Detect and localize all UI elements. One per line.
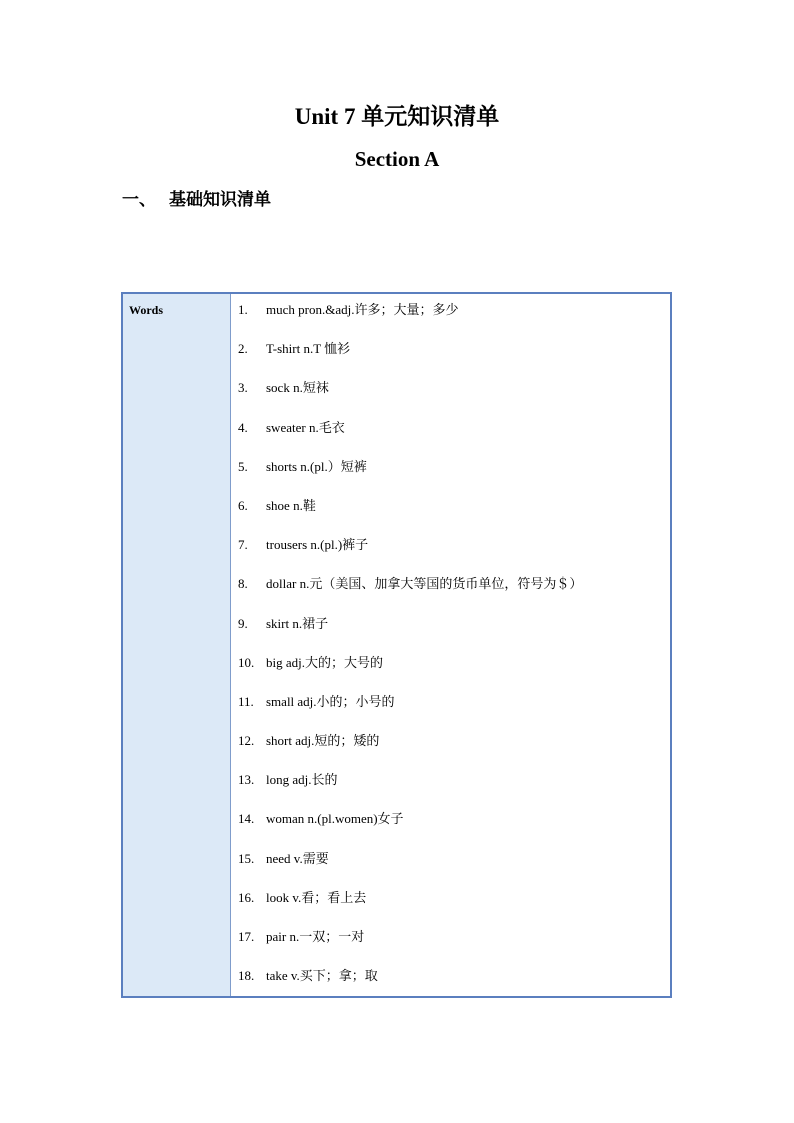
- list-item: [231, 496, 670, 535]
- list-item: [231, 927, 670, 966]
- section-heading: [122, 187, 271, 213]
- list-item: [231, 809, 670, 848]
- item-text: long adj.长的: [266, 772, 338, 788]
- item-number: 4.: [238, 419, 248, 435]
- words-label: Words: [129, 303, 164, 317]
- item-text: big adj.大的；大号的: [266, 654, 383, 670]
- words-table: [121, 292, 672, 998]
- list-item: [231, 731, 670, 770]
- list-item: [231, 535, 670, 574]
- item-text: skirt n.裙子: [266, 615, 329, 631]
- heading-text: 基础知识清单: [169, 190, 271, 210]
- item-number: 15.: [238, 850, 255, 866]
- item-number: 12.: [238, 733, 255, 749]
- list-item: [231, 966, 670, 1005]
- item-number: 1.: [238, 302, 248, 317]
- item-text: take v.买下；拿；取: [266, 968, 378, 984]
- item-number: 14.: [238, 811, 255, 827]
- item-text: shorts n.(pl.）短裤: [266, 458, 367, 474]
- item-text: short adj.短的；矮的: [266, 733, 380, 749]
- list-item: [231, 418, 670, 457]
- item-text: need v.需要: [266, 850, 329, 866]
- item-number: 6.: [238, 497, 248, 513]
- item-number: 5.: [238, 458, 248, 474]
- page-title: Unit 7 单元知识清单: [294, 104, 500, 129]
- words-label-cell: [123, 294, 231, 996]
- list-item: [231, 574, 670, 613]
- item-text: trousers n.(pl.)裤子: [266, 537, 369, 553]
- item-text: sock n.短袜: [266, 380, 329, 396]
- item-text: shoe n.鞋: [266, 497, 316, 513]
- list-item: [231, 849, 670, 888]
- list-item: [231, 339, 670, 378]
- item-number: 16.: [238, 889, 255, 905]
- list-item: [231, 457, 670, 496]
- item-number: 9.: [238, 615, 248, 631]
- item-number: 13.: [238, 772, 255, 788]
- item-number: 2.: [238, 341, 248, 357]
- item-number: 18.: [238, 968, 255, 984]
- item-text: much pron.&adj.许多；大量；多少: [266, 302, 459, 317]
- item-number: 8.: [238, 576, 248, 592]
- item-text: T-shirt n.T 恤衫: [266, 341, 351, 357]
- item-text: sweater n.毛衣: [266, 419, 345, 435]
- list-item: [231, 378, 670, 417]
- list-item: [231, 770, 670, 809]
- item-text: small adj.小的；小号的: [266, 693, 395, 709]
- item-text: dollar n.元（美国、加拿大等国的货币单位，符号为＄）: [266, 576, 583, 592]
- list-item: [231, 692, 670, 731]
- words-list: [231, 294, 670, 996]
- item-text: look v.看；看上去: [266, 889, 367, 905]
- item-number: 10.: [238, 654, 255, 670]
- item-number: 7.: [238, 537, 248, 553]
- list-item: [231, 653, 670, 692]
- item-text: pair n.一双；一对: [266, 929, 365, 944]
- item-number: 3.: [238, 380, 248, 396]
- item-number: 17.: [238, 929, 255, 944]
- list-item: [231, 614, 670, 653]
- section-title: Section A: [354, 147, 440, 171]
- list-item: [231, 888, 670, 927]
- heading-number: 一、: [122, 190, 156, 210]
- item-number: 11.: [238, 693, 254, 709]
- list-item: [231, 300, 670, 339]
- item-text: woman n.(pl.women)女子: [266, 811, 404, 827]
